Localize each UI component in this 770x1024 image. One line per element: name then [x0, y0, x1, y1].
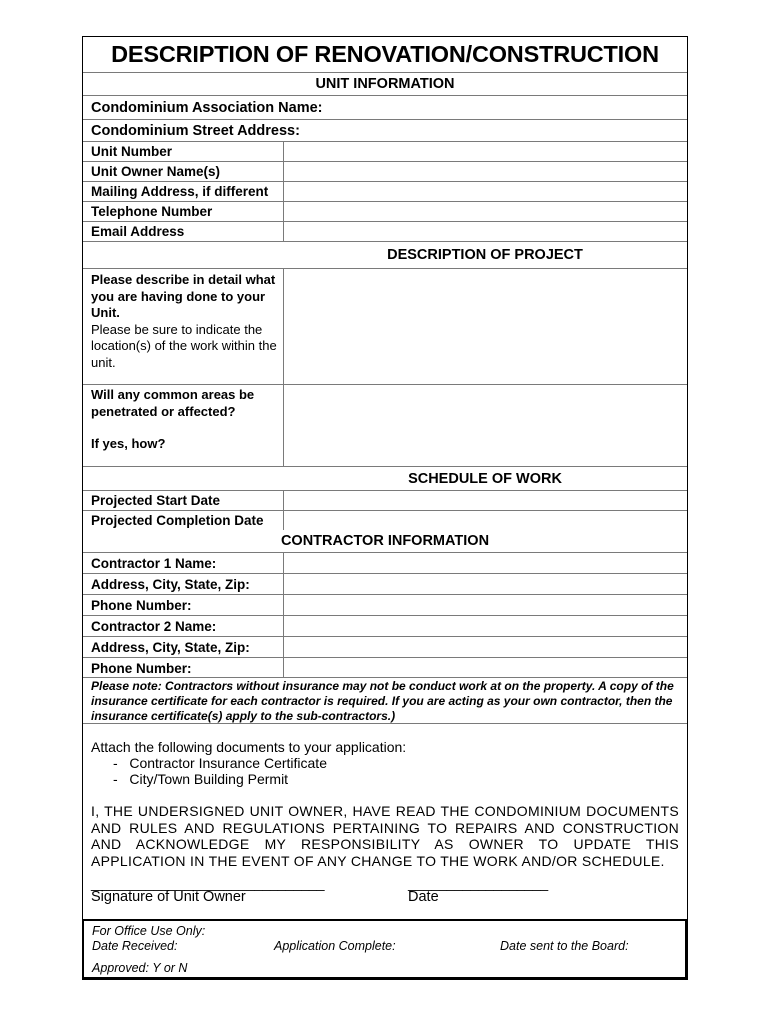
start-date-row [83, 490, 687, 510]
email-label: Email Address [91, 224, 185, 239]
owner-name-label: Unit Owner Name(s) [91, 164, 221, 179]
if-yes-label: If yes, how? [91, 436, 166, 451]
unit-info-divider [283, 141, 284, 241]
contractor1-name-label: Contractor 1 Name: [91, 556, 217, 571]
contractor1-name-row [83, 552, 687, 573]
association-name-label: Condominium Association Name: [91, 100, 323, 116]
contractor1-address-label: Address, City, State, Zip: [91, 577, 250, 592]
date-line[interactable]: __________________ [408, 875, 549, 891]
application-complete-label: Application Complete: [274, 939, 396, 953]
schedule-divider [283, 490, 284, 530]
acknowledgement-section [83, 723, 687, 919]
contractor2-address-row [83, 636, 687, 657]
date-sent-label: Date sent to the Board: [500, 939, 629, 953]
insurance-note: Please note: Contractors without insurance may not be conduct work at on the property. A copy of the insurance certificate for each contractor is required. If you are acting as your own contractor, then the insurance certificate(s) apply to the sub-contractors.) [91, 679, 674, 723]
contractor-heading: CONTRACTOR INFORMATION [280, 533, 490, 549]
email-row [83, 221, 687, 241]
common-areas-label: Will any common areas be penetrated or affected? [91, 387, 255, 419]
street-address-label: Condominium Street Address: [91, 123, 300, 139]
describe-plain-text: Please be sure to indicate the location(s) of the work within the unit. [91, 321, 277, 370]
mailing-address-label: Mailing Address, if different [91, 184, 269, 199]
contractor2-phone-label: Phone Number: [91, 661, 192, 676]
unit-number-row [83, 141, 687, 161]
contractor1-phone-row [83, 594, 687, 615]
common-areas-question [91, 387, 279, 453]
attach-intro: Attach the following documents to your application: [91, 739, 407, 755]
schedule-heading: SCHEDULE OF WORK [83, 466, 687, 490]
describe-instructions [91, 272, 279, 371]
completion-date-label: Projected Completion Date [91, 513, 264, 528]
completion-date-row [83, 510, 687, 530]
common-areas-row[interactable] [83, 384, 687, 466]
signature-label: Signature of Unit Owner [91, 889, 246, 905]
association-name-field[interactable] [83, 95, 687, 119]
approved-label: Approved: Y or N [92, 961, 188, 975]
form-title: DESCRIPTION OF RENOVATION/CONSTRUCTION [111, 41, 659, 67]
contractor-divider [283, 552, 284, 677]
unit-number-label: Unit Number [91, 144, 172, 159]
attach-item-insurance: - Contractor Insurance Certificate [113, 755, 327, 771]
attach-item-permit-label: City/Town Building Permit [129, 771, 289, 787]
telephone-label: Telephone Number [91, 204, 213, 219]
owner-statement: I, THE UNDERSIGNED UNIT OWNER, HAVE READ THE CONDOMINIUM DOCUMENTS AND RULES AND REGULATIONS PERTAINING TO REPAIRS AND CONSTRUCTION AND ACKNOWLEDGE MY RESPONSIBILITY AS OWNER TO UPDATE THIS APPLICATION IN THE EVENT OF ANY CHANGE TO THE WORK AND/OR SCHEDULE. [91, 803, 679, 869]
date-label: Date [408, 889, 439, 905]
description-heading: DESCRIPTION OF PROJECT [83, 241, 687, 268]
attach-item-permit: - City/Town Building Permit [113, 771, 289, 787]
contractor2-name-row [83, 615, 687, 636]
attach-item-insurance-label: Contractor Insurance Certificate [129, 755, 327, 771]
telephone-row [83, 201, 687, 221]
owner-name-row [83, 161, 687, 181]
mailing-address-row [83, 181, 687, 201]
date-received-label: Date Received: [92, 939, 178, 953]
start-date-label: Projected Start Date [91, 493, 221, 508]
office-use-box [83, 919, 687, 979]
contractor1-address-row [83, 573, 687, 594]
street-address-field[interactable] [83, 119, 687, 141]
signature-line[interactable]: ______________________________ [91, 875, 325, 891]
contractor2-address-label: Address, City, State, Zip: [91, 640, 250, 655]
project-divider [283, 268, 284, 466]
describe-row[interactable] [83, 268, 687, 384]
contractor2-phone-row [83, 657, 687, 677]
describe-bold-text: Please describe in detail what you are having done to your Unit. [91, 272, 276, 320]
unit-information-heading: UNIT INFORMATION [83, 72, 687, 95]
office-heading: For Office Use Only: [92, 924, 206, 938]
contractor2-name-label: Contractor 2 Name: [91, 619, 217, 634]
renovation-form [82, 36, 688, 980]
contractor1-phone-label: Phone Number: [91, 598, 192, 613]
insurance-note-row [83, 677, 687, 723]
